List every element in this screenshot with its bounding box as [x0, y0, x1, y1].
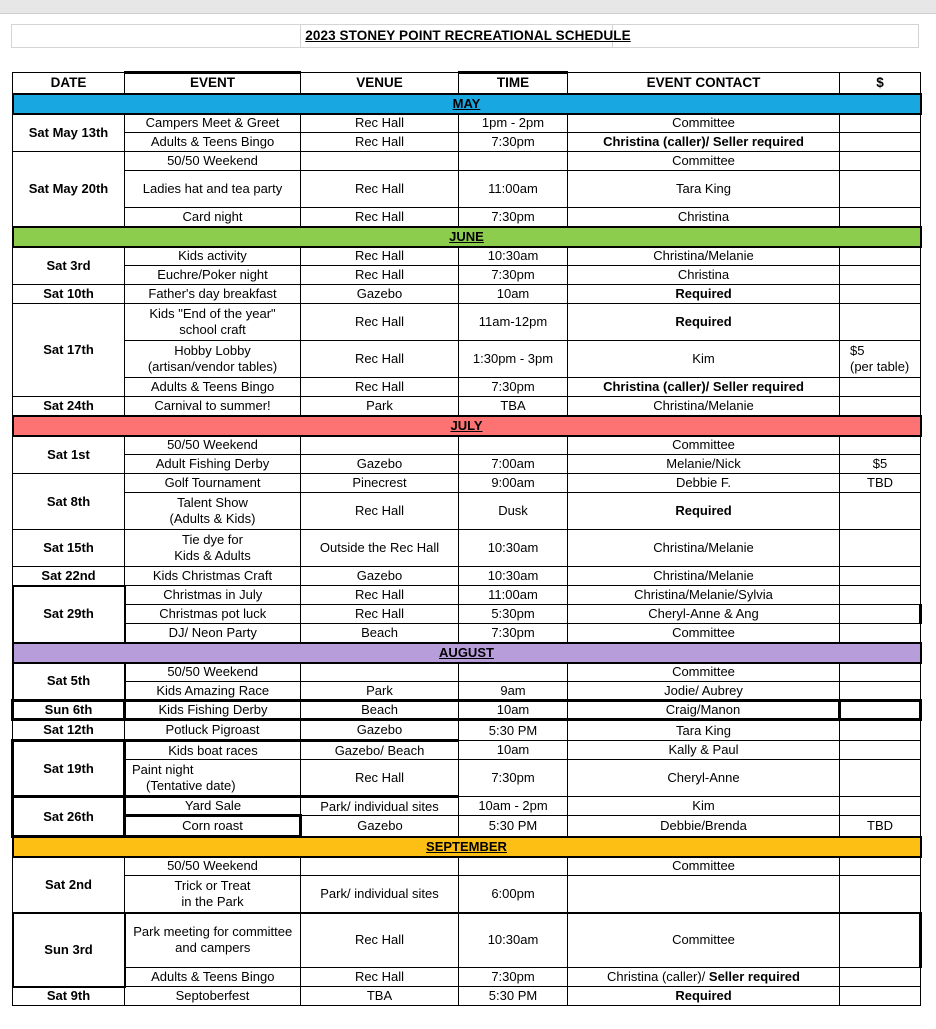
venue-cell: Gazebo	[301, 720, 459, 741]
date-cell: Sat May 20th	[13, 152, 125, 227]
table-row	[13, 586, 921, 605]
contact-cell: Christina/Melanie	[568, 247, 840, 266]
cost-cell	[840, 133, 921, 152]
time-cell: 11:00am	[459, 171, 568, 208]
event-line: school craft	[179, 322, 246, 337]
event-cell: Card night	[125, 208, 301, 227]
time-cell	[459, 152, 568, 171]
event-cell: Potluck Pigroast	[125, 720, 301, 741]
cost-cell	[840, 114, 921, 133]
month-row-august	[13, 643, 921, 663]
time-cell: 10am	[459, 701, 568, 720]
table-row	[13, 857, 921, 876]
cost-cell	[840, 624, 921, 643]
venue-cell: Gazebo	[301, 816, 459, 837]
event-cell: Adult Fishing Derby	[125, 455, 301, 474]
time-cell: 7:30pm	[459, 968, 568, 987]
table-row	[13, 987, 921, 1006]
cost-cell	[840, 720, 921, 741]
date-cell: Sat 2nd	[13, 857, 125, 913]
month-label: JUNE	[13, 227, 921, 247]
cost-cell	[840, 857, 921, 876]
event-cell: 50/50 Weekend	[125, 436, 301, 455]
contact-cell	[568, 968, 840, 987]
event-cell: 50/50 Weekend	[125, 663, 301, 682]
cost-cell	[840, 530, 921, 567]
table-row	[13, 816, 921, 837]
contact-cell: Jodie/ Aubrey	[568, 682, 840, 701]
event-cell: Adults & Teens Bingo	[125, 378, 301, 397]
venue-cell: Park	[301, 397, 459, 416]
event-line: (artisan/vendor tables)	[147, 359, 278, 374]
contact-cell: Kim	[568, 797, 840, 816]
contact-cell	[568, 876, 840, 913]
header-cost: $	[840, 73, 921, 94]
event-line: Tie dye for	[182, 532, 243, 547]
event-cell	[125, 530, 301, 567]
cost-cell	[840, 663, 921, 682]
event-cell: Euchre/Poker night	[125, 266, 301, 285]
cost-line: (per table)	[850, 359, 910, 374]
contact-cell: Debbie/Brenda	[568, 816, 840, 837]
event-cell: Carnival to summer!	[125, 397, 301, 416]
time-cell: Dusk	[459, 493, 568, 530]
event-line: Park meeting for committee	[133, 924, 293, 940]
date-cell: Sat 12th	[13, 720, 125, 741]
time-cell: 7:00am	[459, 455, 568, 474]
table-row	[13, 133, 921, 152]
event-cell: Ladies hat and tea party	[125, 171, 301, 208]
event-line: Kids & Adults	[174, 548, 251, 563]
contact-cell: Required	[568, 493, 840, 530]
cost-cell	[840, 436, 921, 455]
month-label: AUGUST	[13, 643, 921, 663]
date-cell: Sat 1st	[13, 436, 125, 474]
venue-cell	[301, 663, 459, 682]
header-venue: VENUE	[301, 73, 459, 94]
venue-cell: Rec Hall	[301, 171, 459, 208]
time-cell: 7:30pm	[459, 760, 568, 797]
event-cell: Kids Amazing Race	[125, 682, 301, 701]
time-cell: 6:00pm	[459, 876, 568, 913]
venue-cell: Rec Hall	[301, 208, 459, 227]
time-cell	[459, 857, 568, 876]
time-cell: 1pm - 2pm	[459, 114, 568, 133]
venue-cell: Rec Hall	[301, 304, 459, 341]
contact-cell: Committee	[568, 663, 840, 682]
table-row	[13, 701, 921, 720]
time-cell: 7:30pm	[459, 208, 568, 227]
event-line: (Adults & Kids)	[169, 511, 256, 526]
contact-part: Christina (caller)/	[607, 969, 709, 984]
time-cell: 7:30pm	[459, 624, 568, 643]
event-cell: Golf Tournament	[125, 474, 301, 493]
event-line: Paint night	[132, 761, 194, 777]
date-cell: Sat 9th	[13, 987, 125, 1006]
table-row	[13, 663, 921, 682]
cost-cell	[840, 586, 921, 605]
contact-cell: Required	[568, 987, 840, 1006]
table-row	[13, 397, 921, 416]
time-cell: 1:30pm - 3pm	[459, 341, 568, 378]
event-cell	[125, 341, 301, 378]
date-cell: Sat 22nd	[13, 567, 125, 586]
cost-cell	[840, 493, 921, 530]
table-row	[13, 171, 921, 208]
venue-cell: Rec Hall	[301, 114, 459, 133]
venue-cell: Rec Hall	[301, 586, 459, 605]
date-cell: Sat 24th	[13, 397, 125, 416]
header-event: EVENT	[125, 73, 301, 94]
table-row	[13, 530, 921, 567]
table-row	[13, 152, 921, 171]
table-row	[13, 682, 921, 701]
date-cell: Sat 10th	[13, 285, 125, 304]
date-cell: Sat 29th	[13, 586, 125, 643]
cost-cell	[840, 682, 921, 701]
date-cell: Sun 6th	[13, 701, 125, 720]
toolbar-strip	[0, 0, 936, 14]
page-title: 2023 STONEY POINT RECREATIONAL SCHEDULE	[305, 28, 631, 43]
contact-cell: Christina/Melanie	[568, 397, 840, 416]
date-cell: Sat 26th	[13, 797, 125, 837]
event-cell: Adults & Teens Bingo	[125, 968, 301, 987]
month-row-june	[13, 227, 921, 247]
contact-cell: Christina/Melanie	[568, 567, 840, 586]
cost-line: $5	[850, 343, 865, 358]
event-cell: Corn roast	[125, 816, 301, 837]
event-cell: Kids Christmas Craft	[125, 567, 301, 586]
table-row	[13, 341, 921, 378]
time-cell	[459, 436, 568, 455]
cost-cell	[840, 701, 921, 720]
table-row	[13, 266, 921, 285]
contact-cell: Debbie F.	[568, 474, 840, 493]
venue-cell: Rec Hall	[301, 247, 459, 266]
contact-cell: Required	[568, 304, 840, 341]
contact-cell: Committee	[568, 114, 840, 133]
time-cell	[459, 663, 568, 682]
header-time: TIME	[459, 73, 568, 94]
date-cell: Sat 3rd	[13, 247, 125, 285]
cost-cell	[840, 987, 921, 1006]
cost-cell	[840, 397, 921, 416]
event-cell: Father's day breakfast	[125, 285, 301, 304]
event-line: (Tentative date)	[146, 777, 236, 793]
cost-cell	[840, 913, 921, 968]
venue-cell: Pinecrest	[301, 474, 459, 493]
event-line: in the Park	[181, 893, 244, 909]
table-row	[13, 285, 921, 304]
event-cell	[125, 304, 301, 341]
month-row-september	[13, 837, 921, 857]
time-cell: 9:00am	[459, 474, 568, 493]
date-cell: Sat May 13th	[13, 114, 125, 152]
table-row	[13, 605, 921, 624]
contact-part-bold: Seller required	[708, 969, 800, 984]
cost-cell: $5	[840, 455, 921, 474]
cost-cell	[840, 876, 921, 913]
table-row	[13, 493, 921, 530]
date-cell: Sun 3rd	[13, 913, 125, 987]
contact-cell: Kim	[568, 341, 840, 378]
event-cell: Campers Meet & Greet	[125, 114, 301, 133]
date-cell: Sat 15th	[13, 530, 125, 567]
event-cell: Adults & Teens Bingo	[125, 133, 301, 152]
time-cell: 9am	[459, 682, 568, 701]
date-cell: Sat 8th	[13, 474, 125, 530]
cost-cell	[840, 285, 921, 304]
event-cell: Kids boat races	[125, 741, 301, 760]
contact-cell: Required	[568, 285, 840, 304]
event-cell	[125, 760, 301, 797]
table-row	[13, 624, 921, 643]
cost-cell	[840, 171, 921, 208]
contact-cell: Christina	[568, 266, 840, 285]
contact-cell: Committee	[568, 913, 840, 968]
cost-cell: TBD	[840, 474, 921, 493]
event-cell	[125, 876, 301, 913]
venue-cell: Rec Hall	[301, 605, 459, 624]
venue-cell: Rec Hall	[301, 266, 459, 285]
event-line: Hobby Lobby	[174, 343, 251, 358]
time-cell: 5:30pm	[459, 605, 568, 624]
contact-cell: Cheryl-Anne	[568, 760, 840, 797]
venue-cell: Rec Hall	[301, 133, 459, 152]
cost-cell	[840, 378, 921, 397]
table-row	[13, 913, 921, 968]
time-cell: 7:30pm	[459, 378, 568, 397]
table-row	[13, 876, 921, 913]
contact-cell: Christina (caller)/ Seller required	[568, 133, 840, 152]
table-row	[13, 760, 921, 797]
table-row	[13, 797, 921, 816]
cost-cell	[840, 797, 921, 816]
cost-cell	[840, 208, 921, 227]
venue-cell	[301, 857, 459, 876]
cost-cell	[840, 266, 921, 285]
contact-cell: Committee	[568, 436, 840, 455]
event-line: Kids "End of the year"	[149, 306, 276, 321]
venue-cell: Beach	[301, 624, 459, 643]
event-cell: Yard Sale	[125, 797, 301, 816]
cost-cell: TBD	[840, 816, 921, 837]
table-row	[13, 455, 921, 474]
cost-cell	[840, 741, 921, 760]
time-cell: 10:30am	[459, 567, 568, 586]
venue-cell: Gazebo	[301, 567, 459, 586]
table-row	[13, 720, 921, 741]
contact-cell: Christina/Melanie/Sylvia	[568, 586, 840, 605]
cost-cell	[840, 304, 921, 341]
time-cell: 10:30am	[459, 247, 568, 266]
event-cell: 50/50 Weekend	[125, 152, 301, 171]
time-cell: 7:30pm	[459, 133, 568, 152]
venue-cell: Park/ individual sites	[301, 797, 459, 816]
cost-cell	[840, 605, 921, 624]
time-cell: 11:00am	[459, 586, 568, 605]
header-row	[13, 73, 921, 94]
event-cell: DJ/ Neon Party	[125, 624, 301, 643]
contact-cell: Committee	[568, 857, 840, 876]
schedule-table	[11, 71, 922, 1006]
event-cell: 50/50 Weekend	[125, 857, 301, 876]
event-cell: Kids activity	[125, 247, 301, 266]
date-cell: Sat 5th	[13, 663, 125, 701]
table-row	[13, 741, 921, 760]
venue-cell: Rec Hall	[301, 378, 459, 397]
time-cell: 10:30am	[459, 913, 568, 968]
time-cell: 7:30pm	[459, 266, 568, 285]
header-contact: EVENT CONTACT	[568, 73, 840, 94]
time-cell: 10am	[459, 285, 568, 304]
venue-cell: Rec Hall	[301, 341, 459, 378]
month-label: JULY	[13, 416, 921, 436]
venue-cell: Rec Hall	[301, 913, 459, 968]
venue-cell: Park	[301, 682, 459, 701]
table-row	[13, 208, 921, 227]
venue-cell: Rec Hall	[301, 760, 459, 797]
venue-cell: Beach	[301, 701, 459, 720]
month-label: SEPTEMBER	[13, 837, 921, 857]
cost-cell	[840, 341, 921, 378]
cost-cell	[840, 152, 921, 171]
venue-cell: Rec Hall	[301, 493, 459, 530]
cost-cell	[840, 567, 921, 586]
table-row	[13, 378, 921, 397]
time-cell: 5:30 PM	[459, 816, 568, 837]
contact-cell: Christina (caller)/ Seller required	[568, 378, 840, 397]
time-cell: 11am-12pm	[459, 304, 568, 341]
contact-cell: Committee	[568, 152, 840, 171]
event-cell: Kids Fishing Derby	[125, 701, 301, 720]
table-row	[13, 114, 921, 133]
time-cell: 5:30 PM	[459, 987, 568, 1006]
venue-cell: Rec Hall	[301, 968, 459, 987]
header-date: DATE	[13, 73, 125, 94]
table-row	[13, 567, 921, 586]
table-row	[13, 436, 921, 455]
table-row	[13, 247, 921, 266]
time-cell: 10:30am	[459, 530, 568, 567]
venue-cell: Gazebo/ Beach	[301, 741, 459, 760]
venue-cell: Outside the Rec Hall	[301, 530, 459, 567]
time-cell: 10am	[459, 741, 568, 760]
contact-cell: Christina/Melanie	[568, 530, 840, 567]
event-cell	[125, 493, 301, 530]
table-row	[13, 304, 921, 341]
venue-cell	[301, 436, 459, 455]
date-cell: Sat 19th	[13, 741, 125, 797]
contact-cell: Committee	[568, 624, 840, 643]
table-row	[13, 968, 921, 987]
cost-cell	[840, 760, 921, 797]
cost-cell	[840, 247, 921, 266]
contact-cell: Tara King	[568, 720, 840, 741]
date-cell: Sat 17th	[13, 304, 125, 397]
contact-cell: Tara King	[568, 171, 840, 208]
event-cell: Christmas pot luck	[125, 605, 301, 624]
event-line: and campers	[175, 940, 251, 956]
contact-cell: Christina	[568, 208, 840, 227]
time-cell: 5:30 PM	[459, 720, 568, 741]
contact-cell: Cheryl-Anne & Ang	[568, 605, 840, 624]
event-line: Talent Show	[177, 495, 248, 510]
contact-cell: Craig/Manon	[568, 701, 840, 720]
month-row-may	[13, 94, 921, 114]
event-line: Trick or Treat	[174, 877, 251, 893]
month-label: MAY	[13, 94, 921, 114]
event-cell	[125, 913, 301, 968]
time-cell: TBA	[459, 397, 568, 416]
venue-cell	[301, 152, 459, 171]
month-row-july	[13, 416, 921, 436]
venue-cell: Gazebo	[301, 455, 459, 474]
event-cell: Christmas in July	[125, 586, 301, 605]
event-cell: Septoberfest	[125, 987, 301, 1006]
table-row	[13, 474, 921, 493]
cost-cell	[840, 968, 921, 987]
contact-cell: Kally & Paul	[568, 741, 840, 760]
contact-cell: Melanie/Nick	[568, 455, 840, 474]
time-cell: 10am - 2pm	[459, 797, 568, 816]
venue-cell: TBA	[301, 987, 459, 1006]
venue-cell: Park/ individual sites	[301, 876, 459, 913]
venue-cell: Gazebo	[301, 285, 459, 304]
